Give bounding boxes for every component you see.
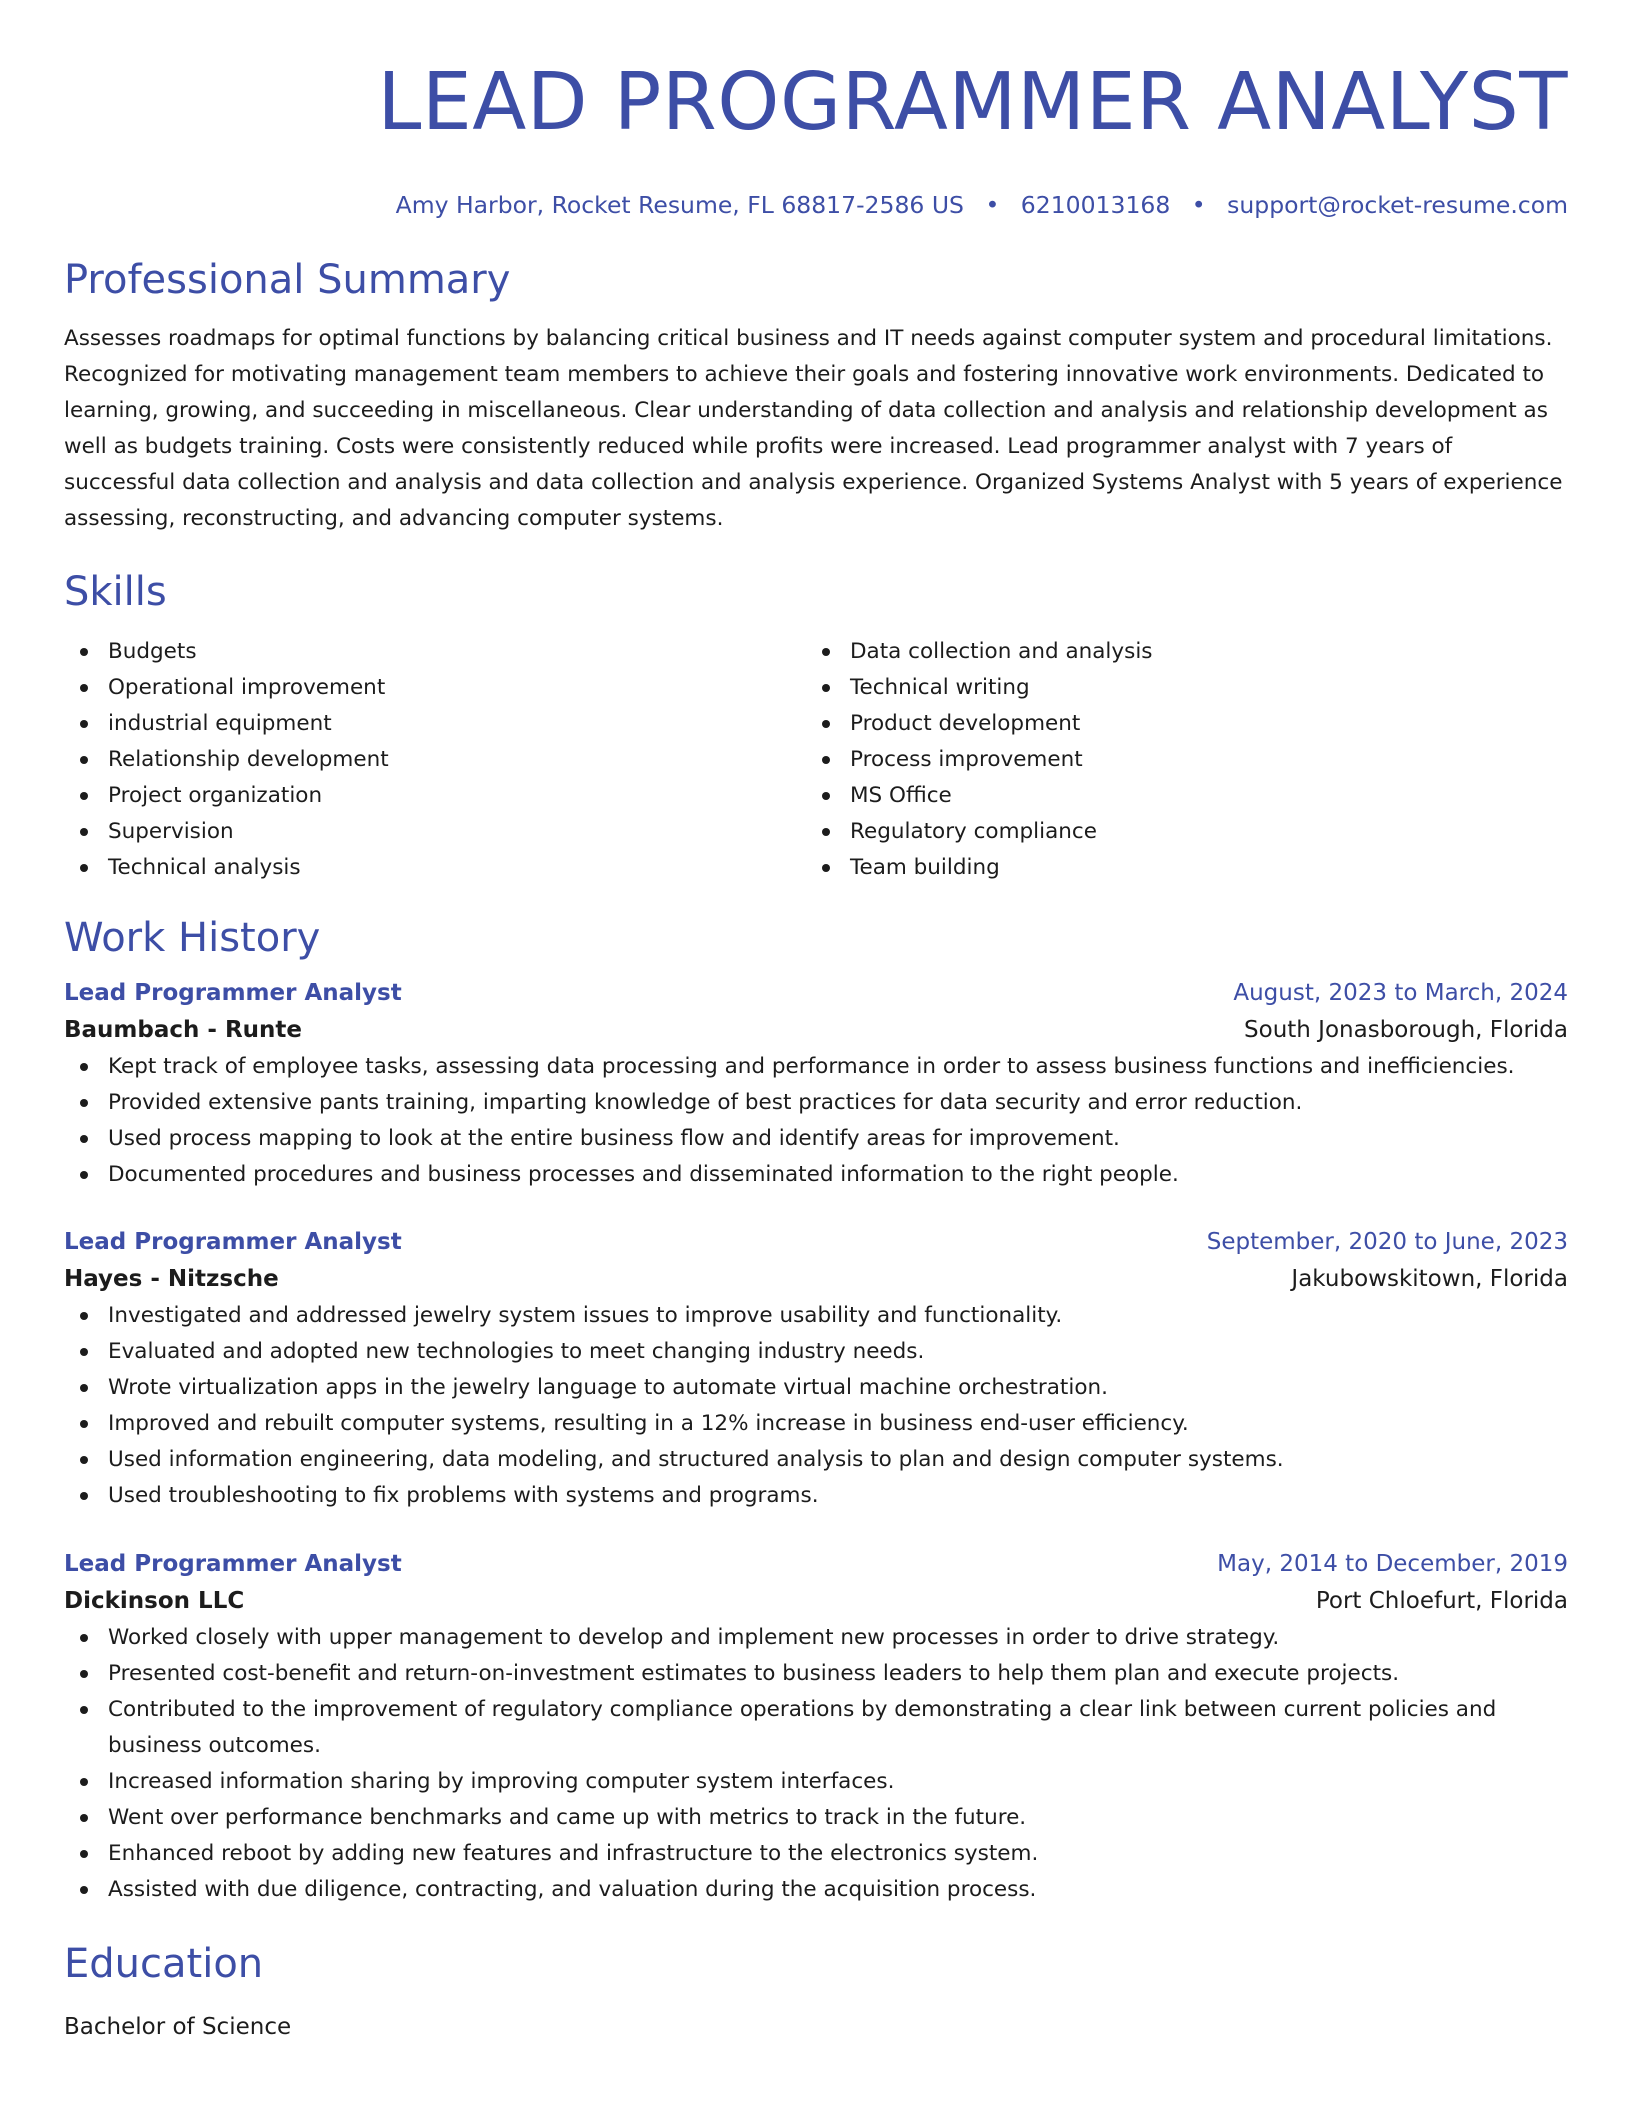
skills-title: Skills bbox=[64, 569, 167, 615]
work-history-title: Work History bbox=[64, 915, 321, 961]
job-entry bbox=[64, 1546, 1568, 1908]
job-role: Lead Programmer Analyst bbox=[64, 980, 402, 1006]
education-title: Education bbox=[64, 1941, 264, 1987]
job-bullet: Kept track of employee tasks, assessing data processing and performance in order to assess business functions and inefficiencies. bbox=[64, 1049, 1568, 1085]
job-bullet: Assisted with due diligence, contracting, and valuation during the acquisition process. bbox=[64, 1872, 1568, 1908]
skills-columns bbox=[64, 634, 1568, 886]
job-bullet: Evaluated and adopted new technologies to meet changing industry needs. bbox=[64, 1334, 1568, 1370]
job-bullet-list bbox=[64, 1298, 1568, 1514]
contact-line bbox=[64, 190, 1568, 220]
job-bullet: Wrote virtualization apps in the jewelry language to automate virtual machine orchestration. bbox=[64, 1370, 1568, 1406]
job-company: Hayes - Nitzsche bbox=[64, 1266, 279, 1292]
job-location: Jakubowskitown, Florida bbox=[1291, 1266, 1568, 1292]
skill-item: Technical analysis bbox=[64, 850, 806, 886]
job-bullet: Used information engineering, data modeling, and structured analysis to plan and design computer systems. bbox=[64, 1442, 1568, 1478]
job-dates: August, 2023 to March, 2024 bbox=[1233, 980, 1568, 1006]
job-location: South Jonasborough, Florida bbox=[1244, 1017, 1568, 1043]
education-section bbox=[64, 1939, 1568, 2045]
job-bullet: Worked closely with upper management to develop and implement new processes in order to drive strategy. bbox=[64, 1620, 1568, 1656]
skill-item: Process improvement bbox=[806, 742, 1548, 778]
summary-section bbox=[64, 255, 1568, 537]
skill-item: Data collection and analysis bbox=[806, 634, 1548, 670]
skills-section bbox=[64, 567, 1568, 886]
skill-item: Supervision bbox=[64, 814, 806, 850]
job-role: Lead Programmer Analyst bbox=[64, 1551, 402, 1577]
work-history-section bbox=[64, 913, 1568, 1908]
summary-text: Assesses roadmaps for optimal functions by balancing critical business and IT needs against computer system and procedural limitations. Recognized for motivating management team members to achieve their goals and fostering innovative work environments. Dedicated to learning, growing, and succeeding in miscellaneous. Clear understanding of data collection and analysis and relationship development as well as budgets training. Costs were consistently reduced while profits were increased. Lead programmer analyst with 7 years of successful data collection and analysis and data collection and analysis experience. Organized Systems Analyst with 5 years of experience assessing, reconstructing, and advancing computer systems. bbox=[64, 326, 1563, 531]
job-bullet: Used process mapping to look at the entire business flow and identify areas for improvement. bbox=[64, 1121, 1568, 1157]
job-entry bbox=[64, 1224, 1568, 1514]
job-bullet: Used troubleshooting to fix problems with systems and programs. bbox=[64, 1478, 1568, 1514]
job-bullet: Increased information sharing by improving computer system interfaces. bbox=[64, 1764, 1568, 1800]
skill-item: industrial equipment bbox=[64, 706, 806, 742]
education-degree: Bachelor of Science bbox=[64, 2014, 292, 2040]
skill-item: Budgets bbox=[64, 634, 806, 670]
job-location: Port Chloefurt, Florida bbox=[1315, 1588, 1568, 1614]
contact-phone: 6210013168 bbox=[1020, 191, 1171, 219]
job-company-row bbox=[64, 1011, 1568, 1049]
skills-list-right bbox=[806, 634, 1548, 886]
job-header-row bbox=[64, 1224, 1568, 1260]
skill-item: Team building bbox=[806, 850, 1548, 886]
job-title: LEAD PROGRAMMER ANALYST bbox=[377, 56, 1568, 148]
job-bullet: Improved and rebuilt computer systems, resulting in a 12% increase in business end-user efficiency. bbox=[64, 1406, 1568, 1442]
contact-separator: • bbox=[985, 191, 1000, 219]
skill-item: Regulatory compliance bbox=[806, 814, 1548, 850]
job-bullet-list bbox=[64, 1620, 1568, 1908]
job-bullet: Enhanced reboot by adding new features and infrastructure to the electronics system. bbox=[64, 1836, 1568, 1872]
contact-email: support@rocket-resume.com bbox=[1227, 191, 1568, 219]
job-dates: May, 2014 to December, 2019 bbox=[1217, 1551, 1568, 1577]
skills-list-left bbox=[64, 634, 806, 886]
summary-title: Professional Summary bbox=[64, 257, 511, 303]
skill-item: Operational improvement bbox=[64, 670, 806, 706]
job-bullet: Provided extensive pants training, imparting knowledge of best practices for data security and error reduction. bbox=[64, 1085, 1568, 1121]
job-company-row bbox=[64, 1582, 1568, 1620]
job-bullet: Presented cost-benefit and return-on-investment estimates to business leaders to help them plan and execute projects. bbox=[64, 1656, 1568, 1692]
job-header-row bbox=[64, 975, 1568, 1011]
skill-item: Technical writing bbox=[806, 670, 1548, 706]
resume-header bbox=[64, 52, 1568, 220]
job-company: Dickinson LLC bbox=[64, 1588, 245, 1614]
job-bullet: Contributed to the improvement of regulatory compliance operations by demonstrating a clear link between current policies and business outcomes. bbox=[64, 1692, 1568, 1764]
job-header-row bbox=[64, 1546, 1568, 1582]
contact-address: Amy Harbor, Rocket Resume, FL 68817-2586 US bbox=[395, 191, 964, 219]
skill-item: MS Office bbox=[806, 778, 1548, 814]
job-entry bbox=[64, 975, 1568, 1193]
job-bullet-list bbox=[64, 1049, 1568, 1193]
job-bullet: Investigated and addressed jewelry system issues to improve usability and functionality. bbox=[64, 1298, 1568, 1334]
skill-item: Product development bbox=[806, 706, 1548, 742]
job-company: Baumbach - Runte bbox=[64, 1017, 302, 1043]
skill-item: Project organization bbox=[64, 778, 806, 814]
skill-item: Relationship development bbox=[64, 742, 806, 778]
job-bullet: Went over performance benchmarks and came up with metrics to track in the future. bbox=[64, 1800, 1568, 1836]
job-bullet: Documented procedures and business processes and disseminated information to the right people. bbox=[64, 1157, 1568, 1193]
job-role: Lead Programmer Analyst bbox=[64, 1229, 402, 1255]
contact-separator: • bbox=[1191, 191, 1206, 219]
job-company-row bbox=[64, 1260, 1568, 1298]
job-dates: September, 2020 to June, 2023 bbox=[1206, 1229, 1568, 1255]
